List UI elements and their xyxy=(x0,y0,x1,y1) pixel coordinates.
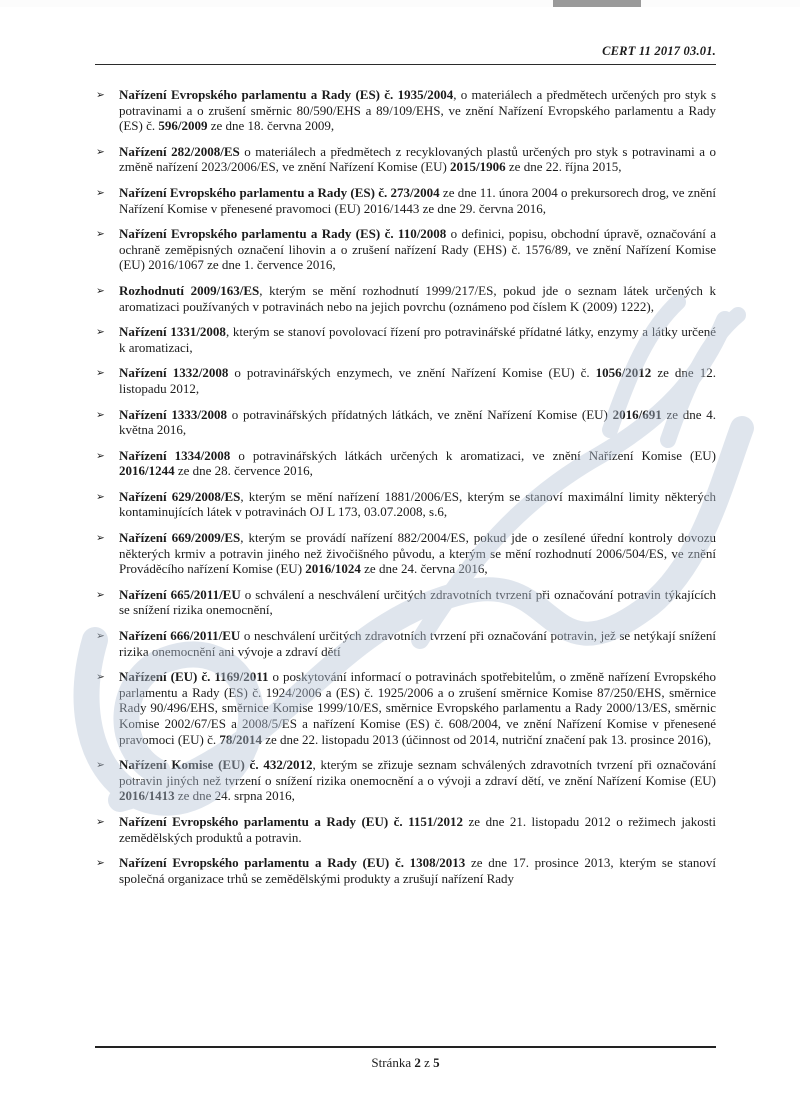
page-footer xyxy=(95,1046,716,1071)
list-item-text: Nařízení 669/2009/ES, kterým se provádí nařízení 882/2004/ES, pokud jde o zesílené úřední kontroly dovozu některých krmiv a potravin jiného než živočišného původu, a kterým se mění rozhodnutí 2006/504/ES, ve znění Prováděcího nařízení Komise (EU) 2016/1024 ze dne 24. června 2016, xyxy=(119,530,716,577)
list-item-text: Nařízení 666/2011/EU o neschválení určitých zdravotních tvrzení při označování potravin, jež se netýkají snížení rizika onemocnění ani vývoje a zdraví dětí xyxy=(119,628,717,659)
list-item-text: Nařízení Komise (EU) č. 432/2012, kterým se zřizuje seznam schválených zdravotních tvrzení při označování potravin jiných než tvrzení o snížení rizika onemocnění a o vývoji a zdraví dětí, ve znění Nařízení Komise (EU) 2016/1413 ze dne 24. srpna 2016, xyxy=(119,757,716,804)
list-item xyxy=(95,628,716,659)
list-item xyxy=(95,283,716,314)
list-item xyxy=(95,185,716,216)
list-item xyxy=(95,365,716,396)
list-item-text: Rozhodnutí 2009/163/ES, kterým se mění rozhodnutí 1999/217/ES, pokud jde o seznam látek určených k aromatizaci používaných v potravinách nebo na jejich povrchu (oznámeno pod číslem K (2009) 1222), xyxy=(119,282,716,314)
bullet-arrow-icon: ➢ xyxy=(96,90,105,101)
bullet-arrow-icon: ➢ xyxy=(96,816,105,828)
list-item xyxy=(95,587,716,618)
page-indicator: Stránka 2 z 5 xyxy=(371,1055,440,1070)
scan-smudge-artifact xyxy=(553,0,641,7)
bullet-arrow-icon: ➢ xyxy=(96,631,105,643)
list-item-text: Nařízení 1333/2008 o potravinářských přídatných látkách, ve znění Nařízení Komise (EU) 2016/691 ze dne 4. května 2016, xyxy=(119,406,717,438)
list-item-text: Nařízení Evropského parlamentu a Rady (EU) č. 1308/2013 ze dne 17. prosince 2013, kterým se stanoví společná organizace trhů se zemědělskými produkty a zrušují nařízení Rady xyxy=(119,855,716,886)
list-item xyxy=(95,757,716,804)
bullet-arrow-icon: ➢ xyxy=(96,146,105,158)
bullet-arrow-icon: ➢ xyxy=(96,533,105,545)
list-item-text: Nařízení Evropského parlamentu a Rady (ES) č. 1935/2004, o materiálech a předmětech určených pro styk s potravinami a o zrušení směrnic 80/590/EHS a 89/109/EHS, ve znění Nařízení Evropského parlamentu a Rady (ES) č. 596/2009 ze dne 18. června 2009, xyxy=(119,87,717,134)
list-item xyxy=(95,489,716,520)
list-item-text: Nařízení 1334/2008 o potravinářských látkách určených k aromatizaci, ve znění Nařízení Komise (EU) 2016/1244 ze dne 28. července 2016, xyxy=(119,447,716,479)
bullet-arrow-icon: ➢ xyxy=(96,450,105,462)
list-item-text: Nařízení Evropského parlamentu a Rady (ES) č. 110/2008 o definici, popisu, obchodní úpravě, označování a ochraně zeměpisných označení lihovin a o zrušení nařízení Rady (EHS) č. 1576/89, ve znění Nařízení Komise (EU) 2016/1067 ze dne 1. července 2016, xyxy=(119,226,716,273)
list-item xyxy=(95,814,716,845)
list-item-text: Nařízení Evropského parlamentu a Rady (ES) č. 273/2004 ze dne 11. února 2004 o prekursorech drog, ve znění Nařízení Komise v přenesené pravomoci (EU) 2016/1443 ze dne 29. června 2016, xyxy=(119,184,716,216)
bullet-arrow-icon: ➢ xyxy=(96,285,105,297)
list-item-text: Nařízení (EU) č. 1169/2011 o poskytování informací o potravinách spotřebitelům, o změně nařízení Evropského parlamentu a Rady (ES) č. 1924/2006 a (ES) č. 1925/2006 a o zrušení směrnice Komise 87/250/EHS, směrnice Rady 90/496/EHS, směrnice Komise 1999/10/ES, směrnice Evropského parlamentu a Rady 2000/13/ES, směrnic Komise 2002/67/ES a 2008/5/ES a nařízení Komise (ES) č. 608/2004, ve znění Nařízení Komise v přenesené pravomoci (EU) č. 78/2014 ze dne 22. listopadu 2013 (účinnost od 2014, nutriční značení pak 13. prosince 2016), xyxy=(119,669,716,747)
document-header xyxy=(95,44,716,65)
document-body xyxy=(95,87,716,896)
document-code: CERT 11 2017 03.01. xyxy=(602,44,716,58)
list-item-text: Nařízení 665/2011/EU o schválení a neschválení určitých zdravotních tvrzení při označování potravin týkajících se snížení rizika onemocnění, xyxy=(119,586,716,618)
bullet-arrow-icon: ➢ xyxy=(96,229,105,241)
list-item xyxy=(95,530,716,577)
list-item xyxy=(95,855,716,886)
list-item xyxy=(95,324,716,355)
bullet-arrow-icon: ➢ xyxy=(96,589,105,601)
list-item xyxy=(95,144,716,175)
bullet-arrow-icon: ➢ xyxy=(96,491,105,503)
list-item xyxy=(95,407,716,438)
bullet-arrow-icon: ➢ xyxy=(96,187,105,199)
list-item xyxy=(95,87,716,134)
bullet-arrow-icon: ➢ xyxy=(96,858,105,870)
scan-edge-artifact xyxy=(0,0,800,7)
list-item xyxy=(95,226,716,273)
bullet-arrow-icon: ➢ xyxy=(96,327,105,339)
list-item-text: Nařízení 282/2008/ES o materiálech a předmětech z recyklovaných plastů určených pro styk s potravinami a o změně nařízení 2023/2006/ES, ve znění Nařízení Komise (EU) 2015/1906 ze dne 22. října 2015, xyxy=(119,143,716,175)
list-item-text: Nařízení 629/2008/ES, kterým se mění nařízení 1881/2006/ES, kterým se stanoví maximální limity některých kontaminujících látek v potravinách OJ L 173, 03.07.2008, s.6, xyxy=(119,488,716,520)
bullet-arrow-icon: ➢ xyxy=(96,760,105,772)
bullet-arrow-icon: ➢ xyxy=(96,368,105,380)
list-item-text: Nařízení 1332/2008 o potravinářských enzymech, ve znění Nařízení Komise (EU) č. 1056/2012 ze dne 12. listopadu 2012, xyxy=(119,365,716,396)
list-item-text: Nařízení 1331/2008, kterým se stanoví povolovací řízení pro potravinářské přídatné látky, enzymy a látky určené k aromatizaci, xyxy=(119,324,716,355)
list-item xyxy=(95,448,716,479)
list-item xyxy=(95,669,716,747)
list-item-text: Nařízení Evropského parlamentu a Rady (EU) č. 1151/2012 ze dne 21. listopadu 2012 o režimech jakosti zemědělských produktů a potravin. xyxy=(119,813,716,845)
bullet-arrow-icon: ➢ xyxy=(96,409,105,421)
bullet-arrow-icon: ➢ xyxy=(96,672,105,684)
regulation-list xyxy=(95,87,716,886)
